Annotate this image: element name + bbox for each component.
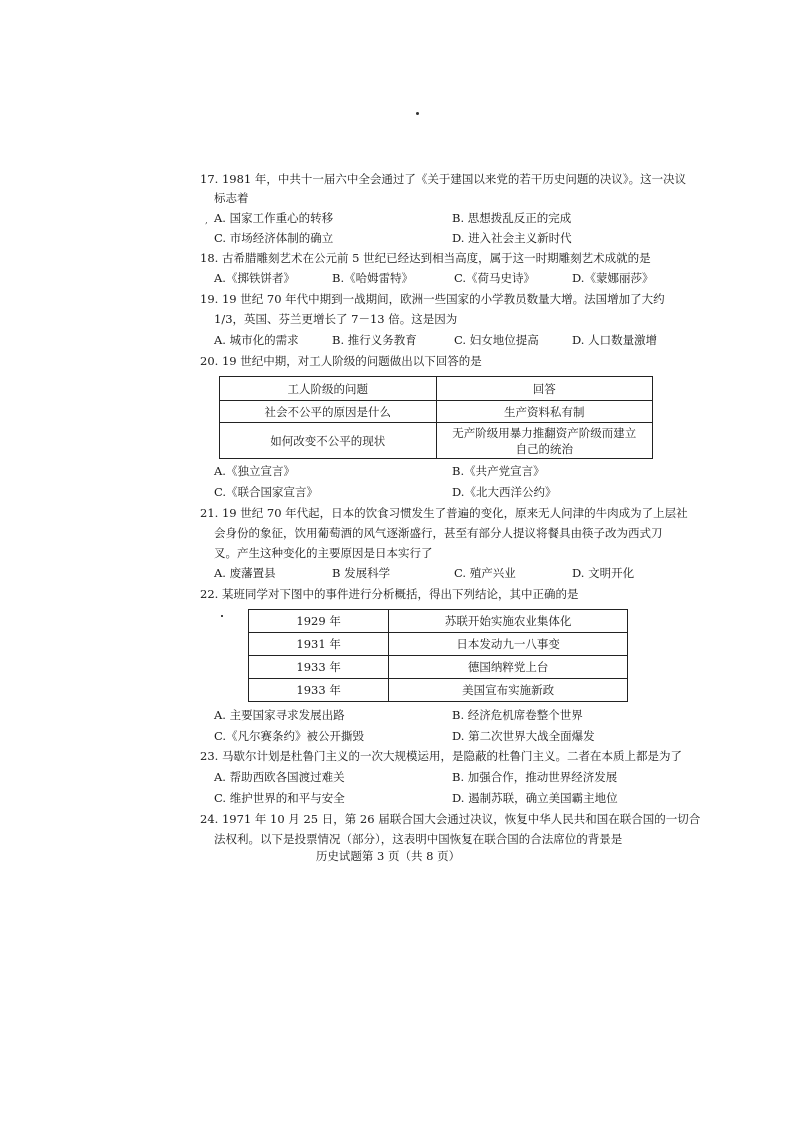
- q18-option-b[interactable]: B.《哈姆雷特》: [332, 271, 414, 285]
- q20-table: [219, 376, 653, 459]
- q22-cell-event: 苏联开始实施农业集体化: [389, 610, 628, 633]
- q21-option-a[interactable]: A. 废藩置县: [214, 566, 276, 580]
- q22-table: [248, 609, 628, 702]
- q20-cell-answer: 生产资料私有制: [436, 401, 653, 423]
- page-footer: [0, 848, 794, 864]
- q19-option-c[interactable]: C. 妇女地位提高: [454, 333, 539, 347]
- q23-option-b[interactable]: B. 加强合作，推动世界经济发展: [452, 770, 618, 784]
- q19-options: [214, 332, 664, 348]
- page-number-label: 历史试题第 3 页（共 8 页）: [315, 849, 461, 863]
- q22-options-row1: [214, 707, 664, 723]
- q18-option-d[interactable]: D.《蒙娜丽莎》: [572, 271, 654, 285]
- q23-option-d[interactable]: D. 遏制苏联，确立美国霸主地位: [452, 791, 618, 805]
- q20-header-answer: 回答: [436, 377, 653, 401]
- scan-dot: [416, 112, 419, 115]
- q22-option-d[interactable]: D. 第二次世界大战全面爆发: [452, 729, 595, 743]
- q17-option-c[interactable]: C. 市场经济体制的确立: [214, 231, 334, 245]
- q22-option-c[interactable]: C.《凡尔赛条约》被公开撕毁: [214, 729, 365, 743]
- q18-option-a[interactable]: A.《掷铁饼者》: [214, 271, 295, 285]
- q22-table-row: [249, 610, 628, 633]
- q22-table-row: [249, 656, 628, 679]
- q20-stem: 20. 19 世纪中期，对工人阶级的问题做出以下回答的是: [200, 354, 482, 368]
- q21-option-c[interactable]: C. 殖产兴业: [454, 566, 516, 580]
- q20-options-row2: [214, 484, 664, 500]
- q22-table-row: [249, 633, 628, 656]
- q22-table-row: [249, 679, 628, 702]
- q21-stem-cont: 会身份的象征，饮用葡萄酒的风气逐渐盛行，甚至有部分人提议将餐具由筷子改为西式刀: [214, 526, 663, 540]
- q17-options-row2: [214, 230, 664, 246]
- q20-table-header: [220, 377, 653, 401]
- q20-table-row: [220, 423, 653, 459]
- q19-option-a[interactable]: A. 城市化的需求: [214, 333, 299, 347]
- q20-option-b[interactable]: B.《共产党宣言》: [452, 464, 545, 478]
- q21-stem: 21. 19 世纪 70 年代起，日本的饮食习惯发生了普遍的变化，原来无人问津的牛肉成为了上层社: [200, 506, 688, 520]
- q20-cell-question: 社会不公平的原因是什么: [220, 401, 437, 423]
- q20-cell-answer-line2: 自己的统治: [515, 441, 573, 456]
- q20-cell-question: 如何改变不公平的现状: [220, 423, 437, 459]
- scan-speck: [221, 615, 223, 617]
- margin-mark: ,: [205, 216, 208, 226]
- q19-stem: 19. 19 世纪 70 年代中期到一战期间，欧洲一些国家的小学教员数量大增。法国增加了大约: [200, 292, 665, 306]
- q21-option-b[interactable]: B 发展科学: [332, 566, 391, 580]
- q19-stem-cont: 1/3，英国、芬兰更增长了 7－13 倍。这是因为: [214, 312, 458, 326]
- q23-options-row2: [214, 790, 664, 806]
- q17-option-b[interactable]: B. 思想拨乱反正的完成: [452, 211, 572, 225]
- q20-option-c[interactable]: C.《联合国家宣言》: [214, 485, 319, 499]
- q23-option-c[interactable]: C. 维护世界的和平与安全: [214, 791, 345, 805]
- q17-stem-cont: 标志着: [214, 191, 249, 205]
- q17-option-d[interactable]: D. 进入社会主义新时代: [452, 231, 572, 245]
- q21-options: [214, 565, 664, 581]
- q23-options-row1: [214, 769, 664, 785]
- q18-option-c[interactable]: C.《荷马史诗》: [454, 271, 536, 285]
- q22-cell-event: 德国纳粹党上台: [389, 656, 628, 679]
- q24-stem-cont: 法权利。以下是投票情况（部分），这表明中国恢复在联合国的合法席位的背景是: [214, 832, 623, 846]
- q20-options-row1: [214, 463, 664, 479]
- q18-options: [214, 270, 664, 286]
- q20-table-row: [220, 401, 653, 423]
- q20-option-a[interactable]: A.《独立宣言》: [214, 464, 295, 478]
- q22-cell-event: 日本发动九一八事变: [389, 633, 628, 656]
- q21-stem-cont2: 叉。产生这种变化的主要原因是日本实行了: [214, 546, 433, 560]
- q20-cell-answer-line1: 无产阶级用暴力推翻资产阶级而建立: [452, 425, 637, 440]
- q17-option-a[interactable]: A. 国家工作重心的转移: [214, 211, 334, 225]
- q23-stem: 23. 马歇尔计划是杜鲁门主义的一次大规模运用，是隐蔽的杜鲁门主义。二者在本质上都是为了: [200, 749, 682, 763]
- q20-option-d[interactable]: D.《北大西洋公约》: [452, 485, 557, 499]
- q17-options-row1: [214, 210, 664, 226]
- q22-cell-year: 1933 年: [249, 656, 389, 679]
- q22-cell-year: 1929 年: [249, 610, 389, 633]
- q22-option-b[interactable]: B. 经济危机席卷整个世界: [452, 708, 583, 722]
- q24-stem: 24. 1971 年 10 月 25 日，第 26 届联合国大会通过决议，恢复中华人民共和国在联合国的一切合: [200, 812, 701, 826]
- q17-stem: 17. 1981 年，中共十一届六中全会通过了《关于建国以来党的若干历史问题的决议》。这一决议: [200, 172, 687, 186]
- q22-stem: 22. 某班同学对下图中的事件进行分析概括，得出下列结论，其中正确的是: [200, 587, 579, 601]
- q22-options-row2: [214, 728, 664, 744]
- q21-option-d[interactable]: D. 文明开化: [572, 566, 635, 580]
- q22-cell-year: 1933 年: [249, 679, 389, 702]
- q22-cell-year: 1931 年: [249, 633, 389, 656]
- q19-option-b[interactable]: B. 推行义务教育: [332, 333, 417, 347]
- q20-header-question: 工人阶级的问题: [220, 377, 437, 401]
- q23-option-a[interactable]: A. 帮助西欧各国渡过难关: [214, 770, 345, 784]
- q22-cell-event: 美国宣布实施新政: [389, 679, 628, 702]
- q19-option-d[interactable]: D. 人口数量激增: [572, 333, 658, 347]
- q18-stem: 18. 古希腊雕刻艺术在公元前 5 世纪已经达到相当高度，属于这一时期雕刻艺术成就的是: [200, 251, 651, 265]
- q20-cell-answer: [436, 423, 653, 459]
- q22-option-a[interactable]: A. 主要国家寻求发展出路: [214, 708, 345, 722]
